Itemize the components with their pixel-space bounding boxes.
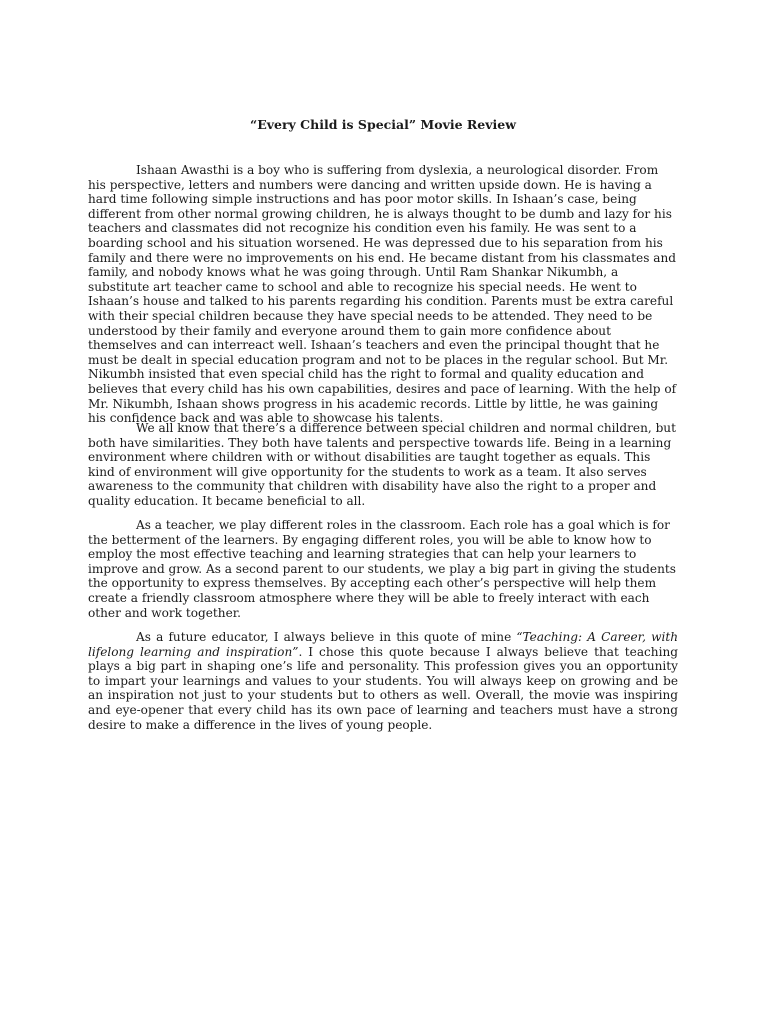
paragraph-2: We all know that there’s a difference between special children and normal children, but both have similarities. They both have talents and perspective towards life. Being in a learning environment where children with or without disabilities are taught together as equals. This kind of environment will give opportunity for the students to work as a team. It also serves awareness to the community that children with disability have also the right to a proper and quality education. It became beneficial to all. [88, 421, 676, 508]
paragraph-4-intro: As a future educator, I always believe in this quote of mine [136, 630, 517, 644]
document-title: “Every Child is Special” Movie Review [250, 117, 516, 132]
paragraph-3: As a teacher, we play different roles in the classroom. Each role has a goal which is for the betterment of the learners. By engaging different roles, you will be able to know how to employ the most effective teaching and learning strategies that can help your learners to improve and grow. As a second parent to our students, we play a big part in giving the students the opportunity to express themselves. By accepting each other’s perspective will help them create a friendly classroom atmosphere where they will be able to freely interact with each other and work together. [88, 518, 676, 620]
paragraph-4 [88, 630, 678, 732]
quote-text: “Teaching: A Career, with lifelong learning and inspiration” [88, 630, 678, 659]
paragraph-4-rest: . I chose this quote because I always believe that teaching plays a big part in shaping one’s life and personality. This profession gives you an opportunity to impart your learnings and values to your students. You will always keep on growing and be an inspiration not just to your students but to others as well. Overall, the movie was inspiring and eye-opener that every child has its own pace of learning and teachers must have a strong desire to make a difference in the lives of young people. [88, 644, 678, 732]
paragraph-1: Ishaan Awasthi is a boy who is suffering from dyslexia, a neurological disorder. From his perspective, letters and numbers were dancing and written upside down. He is having a hard time following simple instructions and has poor motor skills. In Ishaan’s case, being different from other normal growing children, he is always thought to be dumb and lazy for his teachers and classmates did not recognize his condition even his family. He was sent to a boarding school and his situation worsened. He was depressed due to his separation from his family and there were no improvements on his end. He became distant from his classmates and family, and nobody knows what he was going through. Until Ram Shankar Nikumbh, a substitute art teacher came to school and able to recognize his special needs. He went to Ishaan’s house and talked to his parents regarding his condition. Parents must be extra careful with their special children because they have special needs to be attended. They need to be understood by their family and everyone around them to gain more confidence about themselves and can interreact well. Ishaan’s teachers and even the principal thought that he must be dealt in special education program and not to be places in the regular school. But Mr. Nikumbh insisted that even special child has the right to formal and quality education and believes that every child has his own capabilities, desires and pace of learning. With the help of Mr. Nikumbh, Ishaan shows progress in his academic records. Little by little, he was gaining his confidence back and was able to showcase his talents. [88, 163, 677, 426]
document-page [88, 0, 678, 1024]
